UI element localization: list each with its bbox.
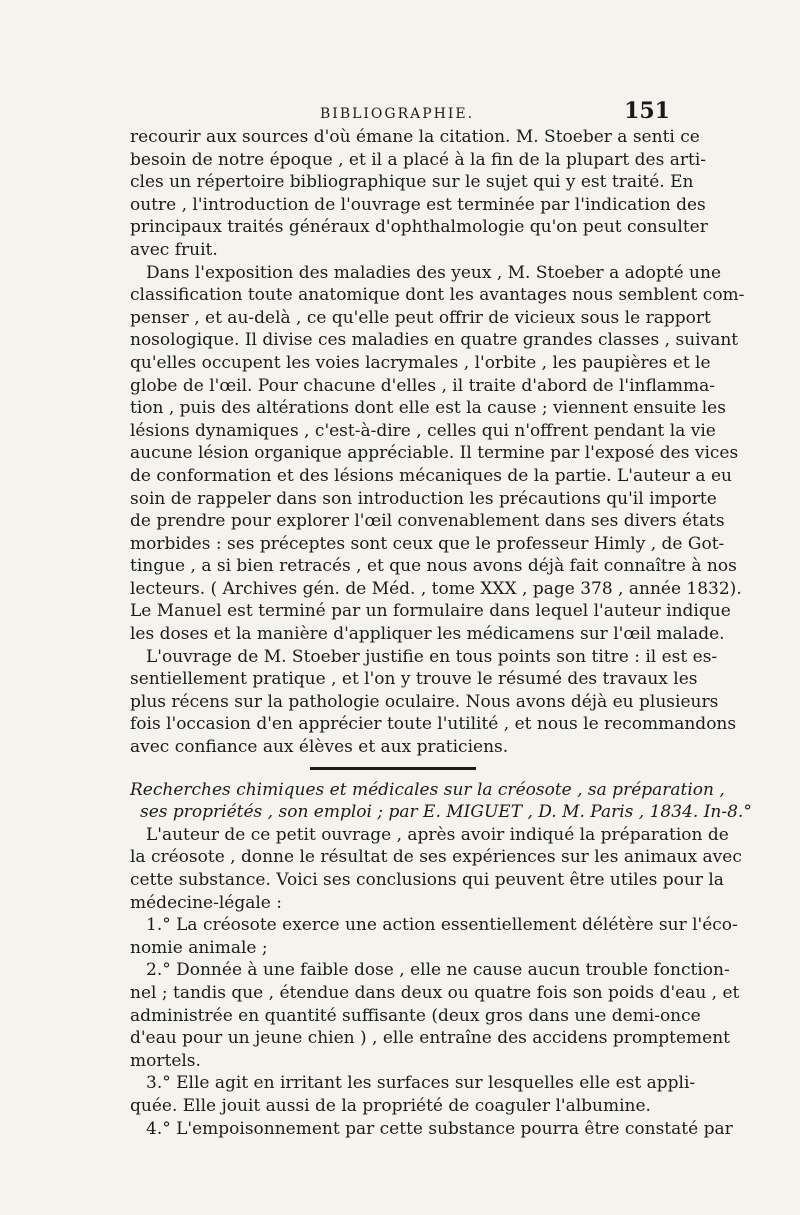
text-line: de conformation et des lésions mécaniques de la partie. L'auteur a eu bbox=[130, 465, 732, 486]
text-line: recourir aux sources d'où émane la citation. M. Stoeber a senti ce bbox=[130, 127, 700, 147]
text-line: 4.° L'empoisonnement par cette substance pourra être constaté par bbox=[146, 1118, 733, 1139]
text-line: nel ; tandis que , étendue dans deux ou quatre fois son poids d'eau , et bbox=[130, 982, 740, 1003]
text-line: lecteurs. ( Archives gén. de Méd. , tome XXX , page 378 , année 1832). bbox=[130, 578, 742, 599]
text-line: 2.° Donnée à une faible dose , elle ne cause aucun trouble fonction- bbox=[146, 960, 730, 981]
text-line: besoin de notre époque , et il a placé à la fin de la plupart des arti- bbox=[130, 149, 706, 170]
text-line: plus récens sur la pathologie oculaire. Nous avons déjà eu plusieurs bbox=[130, 691, 719, 712]
text-line: mortels. bbox=[130, 1050, 201, 1071]
paragraph bbox=[130, 262, 745, 646]
text-line: tion , puis des altérations dont elle est la cause ; viennent ensuite les bbox=[130, 398, 726, 419]
body-text bbox=[130, 126, 752, 1140]
page-number: 151 bbox=[624, 98, 670, 124]
text-line: de prendre pour explorer l'œil convenablement dans ses divers états bbox=[130, 511, 725, 532]
text-line: cette substance. Voici ses conclusions qui peuvent être utiles pour la bbox=[130, 870, 724, 890]
paragraph bbox=[130, 914, 738, 959]
text-line: globe de l'œil. Pour chacune d'elles , il traite d'abord de l'inflamma- bbox=[130, 375, 716, 396]
text-line: L'auteur de ce petit ouvrage , après avoir indiqué la préparation de bbox=[146, 824, 729, 845]
horizontal-rule bbox=[310, 767, 476, 770]
page-header bbox=[130, 98, 670, 124]
text-line: 1.° La créosote exerce une action essentiellement délétère sur l'éco- bbox=[146, 915, 738, 936]
heading-line: ses propriétés , son emploi ; par E. MIGUET , D. M. Paris , 1834. In-8.° bbox=[140, 802, 752, 823]
paragraph bbox=[130, 1118, 733, 1141]
text-line: avec fruit. bbox=[130, 239, 218, 260]
text-line: avec confiance aux élèves et aux praticiens. bbox=[130, 737, 509, 758]
text-line: outre , l'introduction de l'ouvrage est terminée par l'indication des bbox=[130, 194, 706, 215]
text-line: cles un répertoire bibliographique sur le sujet qui y est traité. En bbox=[130, 172, 694, 193]
section-divider bbox=[130, 759, 672, 779]
text-line: administrée en quantité suffisante (deux gros dans une demi-once bbox=[130, 1005, 701, 1026]
paragraph bbox=[130, 126, 708, 262]
paragraph bbox=[130, 959, 740, 1072]
text-line: sentiellement pratique , et l'on y trouve le résumé des travaux les bbox=[130, 669, 698, 690]
text-line: lésions dynamiques , c'est-à-dire , celles qui n'offrent pendant la vie bbox=[130, 420, 716, 441]
heading-line: Recherches chimiques et médicales sur la créosote , sa préparation , bbox=[130, 779, 725, 800]
text-line: qu'elles occupent les voies lacrymales , l'orbite , les paupières et le bbox=[130, 352, 711, 373]
text-line: aucune lésion organique appréciable. Il termine par l'exposé des vices bbox=[130, 443, 739, 464]
running-head: BIBLIOGRAPHIE. bbox=[320, 106, 475, 122]
paragraph bbox=[130, 824, 742, 914]
text-line: morbides : ses préceptes sont ceux que le professeur Himly , de Got- bbox=[130, 533, 725, 554]
text-line: d'eau pour un jeune chien ) , elle entraîne des accidens promptement bbox=[130, 1028, 731, 1049]
text-line: L'ouvrage de M. Stoeber justifie en tous points son titre : il est es- bbox=[146, 646, 718, 667]
text-line: Dans l'exposition des maladies des yeux , M. Stoeber a adopté une bbox=[146, 262, 722, 283]
text-line: 3.° Elle agit en irritant les surfaces sur lesquelles elle est appli- bbox=[146, 1073, 696, 1094]
paragraph bbox=[130, 646, 737, 759]
paragraph bbox=[130, 1072, 696, 1117]
first-review-section bbox=[130, 126, 745, 759]
text-line: soin de rappeler dans son introduction les précautions qu'il importe bbox=[130, 488, 717, 509]
text-line: nosologique. Il divise ces maladies en quatre grandes classes , suivant bbox=[130, 330, 739, 351]
text-line: médecine-légale : bbox=[130, 892, 282, 913]
text-line: les doses et la manière d'appliquer les médicamens sur l'œil malade. bbox=[130, 624, 725, 645]
text-line: classification toute anatomique dont les avantages nous semblent com- bbox=[130, 285, 745, 306]
review-heading bbox=[130, 779, 752, 824]
text-line: fois l'occasion d'en apprécier toute l'utilité , et nous le recommandons bbox=[130, 714, 737, 735]
text-line: tingue , a si bien retracés , et que nous avons déjà fait connaître à nos bbox=[130, 556, 737, 577]
text-line: nomie animale ; bbox=[130, 937, 268, 958]
text-line: quée. Elle jouit aussi de la propriété de coaguler l'albumine. bbox=[130, 1095, 651, 1116]
second-review-section bbox=[130, 824, 742, 1140]
text-line: Le Manuel est terminé par un formulaire dans lequel l'auteur indique bbox=[130, 601, 731, 622]
text-line: principaux traités généraux d'ophthalmologie qu'on peut consulter bbox=[130, 217, 708, 238]
text-line: la créosote , donne le résultat de ses expériences sur les animaux avec bbox=[130, 847, 742, 868]
text-line: penser , et au-delà , ce qu'elle peut offrir de vicieux sous le rapport bbox=[130, 307, 711, 328]
